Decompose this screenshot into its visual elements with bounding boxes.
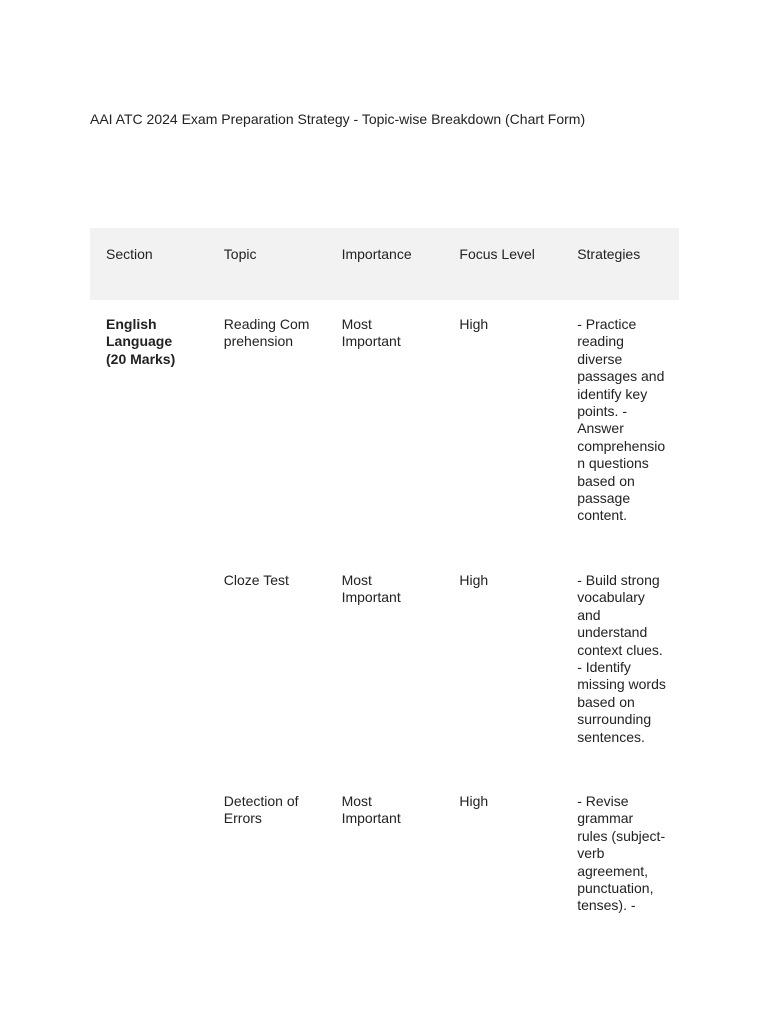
table-row: [90, 300, 679, 556]
header-topic: Topic: [208, 228, 326, 300]
strategy-table: [90, 228, 679, 937]
section-cell: [90, 777, 208, 937]
topic-cell: Detection of Errors: [223, 793, 299, 827]
focus-level-cell: High: [459, 793, 489, 809]
topic-cell: Reading Comprehension: [223, 316, 310, 350]
section-cell: English Language (20 Marks): [106, 316, 176, 367]
strategies-cell: - Build strong vocabulary and understand context clues. - Identify missing words based on surrounding sentences.: [577, 572, 666, 745]
table-row: [90, 556, 679, 777]
strategies-cell: - Practice reading diverse passages and identify key points. - Answer comprehension questions based on passage content.: [577, 316, 666, 524]
importance-cell: Most Important: [341, 793, 401, 827]
section-cell: [90, 556, 208, 777]
header-focus-level: Focus Level: [443, 228, 561, 300]
focus-level-cell: High: [459, 316, 489, 332]
importance-cell: Most Important: [341, 316, 401, 350]
header-importance: Importance: [326, 228, 444, 300]
importance-cell: Most Important: [341, 572, 401, 606]
focus-level-cell: High: [459, 572, 489, 588]
document-title: AAI ATC 2024 Exam Preparation Strategy - Topic-wise Breakdown (Chart Form): [90, 111, 586, 127]
table-row: [90, 777, 679, 937]
strategies-cell: - Revise grammar rules (subject-verb agreement, punctuation, tenses). -: [577, 793, 666, 914]
topic-cell: Cloze Test: [223, 572, 289, 588]
table-header-row: [90, 228, 679, 300]
header-section: Section: [90, 228, 208, 300]
header-strategies: Strategies: [561, 228, 679, 300]
